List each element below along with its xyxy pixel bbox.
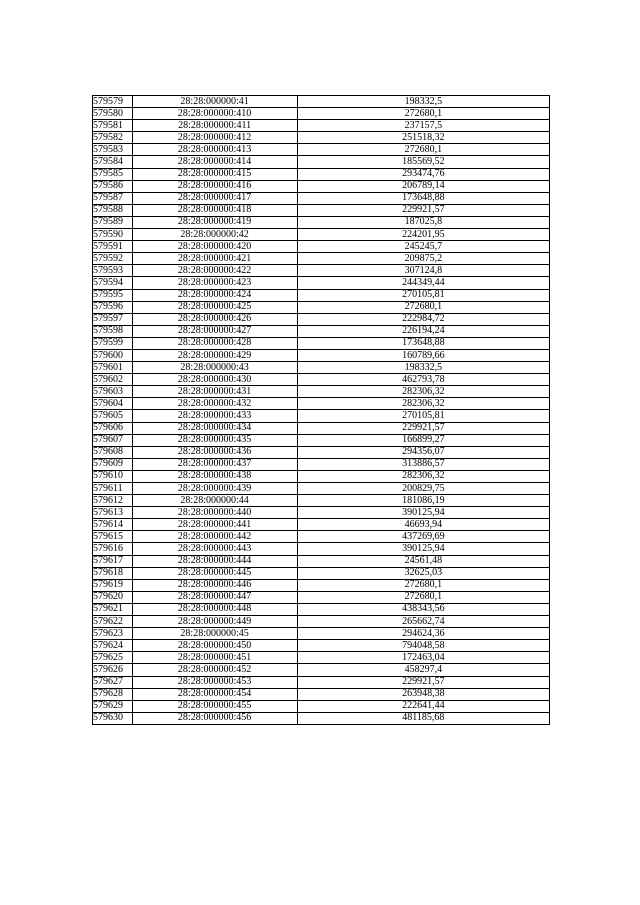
- table-row: [93, 640, 550, 652]
- table-row: [93, 579, 550, 591]
- cadastral-number-cell: 28:28:000000:43: [132, 362, 297, 374]
- table-row: [93, 446, 550, 458]
- value-cell: 294624,36: [297, 628, 549, 640]
- value-cell: 198332,5: [297, 96, 549, 108]
- value-cell: 222641,44: [297, 700, 549, 712]
- row-number-cell: 579592: [93, 253, 133, 265]
- value-cell: 24561,48: [297, 555, 549, 567]
- table-row: [93, 519, 550, 531]
- value-cell: 206789,14: [297, 180, 549, 192]
- table-row: [93, 180, 550, 192]
- cadastral-number-cell: 28:28:000000:44: [132, 495, 297, 507]
- value-cell: 272680,1: [297, 579, 549, 591]
- table-row: [93, 277, 550, 289]
- row-number-cell: 579628: [93, 688, 133, 700]
- table-row: [93, 132, 550, 144]
- row-number-cell: 579597: [93, 313, 133, 325]
- cadastral-number-cell: 28:28:000000:436: [132, 446, 297, 458]
- row-number-cell: 579627: [93, 676, 133, 688]
- value-cell: 282306,32: [297, 470, 549, 482]
- row-number-cell: 579596: [93, 301, 133, 313]
- cadastral-number-cell: 28:28:000000:445: [132, 567, 297, 579]
- cadastral-number-cell: 28:28:000000:451: [132, 652, 297, 664]
- cadastral-number-cell: 28:28:000000:414: [132, 156, 297, 168]
- value-cell: 229921,57: [297, 676, 549, 688]
- table-row: [93, 700, 550, 712]
- row-number-cell: 579623: [93, 628, 133, 640]
- row-number-cell: 579593: [93, 265, 133, 277]
- value-cell: 245245,7: [297, 241, 549, 253]
- cadastral-number-cell: 28:28:000000:430: [132, 374, 297, 386]
- table-row: [93, 374, 550, 386]
- cadastral-number-cell: 28:28:000000:452: [132, 664, 297, 676]
- row-number-cell: 579625: [93, 652, 133, 664]
- cadastral-number-cell: 28:28:000000:432: [132, 398, 297, 410]
- row-number-cell: 579599: [93, 337, 133, 349]
- cadastral-number-cell: 28:28:000000:418: [132, 204, 297, 216]
- table-row: [93, 495, 550, 507]
- row-number-cell: 579590: [93, 229, 133, 241]
- cadastral-number-cell: 28:28:000000:416: [132, 180, 297, 192]
- cadastral-number-cell: 28:28:000000:413: [132, 144, 297, 156]
- value-cell: 237157,5: [297, 120, 549, 132]
- row-number-cell: 579619: [93, 579, 133, 591]
- value-cell: 294356,07: [297, 446, 549, 458]
- table-row: [93, 628, 550, 640]
- row-number-cell: 579600: [93, 349, 133, 361]
- row-number-cell: 579610: [93, 470, 133, 482]
- row-number-cell: 579598: [93, 325, 133, 337]
- table-row: [93, 507, 550, 519]
- table-row: [93, 168, 550, 180]
- table-row: [93, 253, 550, 265]
- value-cell: 173648,88: [297, 192, 549, 204]
- row-number-cell: 579609: [93, 458, 133, 470]
- row-number-cell: 579585: [93, 168, 133, 180]
- table-row: [93, 216, 550, 228]
- row-number-cell: 579580: [93, 108, 133, 120]
- cadastral-value-table: [92, 95, 550, 725]
- cadastral-number-cell: 28:28:000000:412: [132, 132, 297, 144]
- row-number-cell: 579583: [93, 144, 133, 156]
- cadastral-number-cell: 28:28:000000:449: [132, 616, 297, 628]
- row-number-cell: 579587: [93, 192, 133, 204]
- value-cell: 251518,32: [297, 132, 549, 144]
- value-cell: 265662,74: [297, 616, 549, 628]
- cadastral-number-cell: 28:28:000000:444: [132, 555, 297, 567]
- row-number-cell: 579630: [93, 712, 133, 724]
- table-row: [93, 156, 550, 168]
- table-row: [93, 144, 550, 156]
- value-cell: 282306,32: [297, 398, 549, 410]
- cadastral-number-cell: 28:28:000000:435: [132, 434, 297, 446]
- table-row: [93, 325, 550, 337]
- cadastral-number-cell: 28:28:000000:454: [132, 688, 297, 700]
- cadastral-number-cell: 28:28:000000:456: [132, 712, 297, 724]
- row-number-cell: 579607: [93, 434, 133, 446]
- table-row: [93, 688, 550, 700]
- cadastral-number-cell: 28:28:000000:424: [132, 289, 297, 301]
- value-cell: 293474,76: [297, 168, 549, 180]
- value-cell: 187025,8: [297, 216, 549, 228]
- cadastral-number-cell: 28:28:000000:455: [132, 700, 297, 712]
- cadastral-number-cell: 28:28:000000:411: [132, 120, 297, 132]
- cadastral-number-cell: 28:28:000000:429: [132, 349, 297, 361]
- table-row: [93, 603, 550, 615]
- value-cell: 313886,57: [297, 458, 549, 470]
- table-row: [93, 483, 550, 495]
- value-cell: 198332,5: [297, 362, 549, 374]
- cadastral-number-cell: 28:28:000000:421: [132, 253, 297, 265]
- table-body: [93, 96, 550, 725]
- cadastral-number-cell: 28:28:000000:417: [132, 192, 297, 204]
- cadastral-number-cell: 28:28:000000:433: [132, 410, 297, 422]
- value-cell: 438343,56: [297, 603, 549, 615]
- table-row: [93, 543, 550, 555]
- table-row: [93, 458, 550, 470]
- table-row: [93, 96, 550, 108]
- value-cell: 185569,52: [297, 156, 549, 168]
- row-number-cell: 579602: [93, 374, 133, 386]
- row-number-cell: 579606: [93, 422, 133, 434]
- table-row: [93, 265, 550, 277]
- value-cell: 244349,44: [297, 277, 549, 289]
- table-row: [93, 204, 550, 216]
- cadastral-number-cell: 28:28:000000:448: [132, 603, 297, 615]
- row-number-cell: 579617: [93, 555, 133, 567]
- cadastral-number-cell: 28:28:000000:453: [132, 676, 297, 688]
- value-cell: 229921,57: [297, 422, 549, 434]
- value-cell: 200829,75: [297, 483, 549, 495]
- cadastral-number-cell: 28:28:000000:422: [132, 265, 297, 277]
- cadastral-number-cell: 28:28:000000:450: [132, 640, 297, 652]
- row-number-cell: 579611: [93, 483, 133, 495]
- value-cell: 160789,66: [297, 349, 549, 361]
- row-number-cell: 579595: [93, 289, 133, 301]
- value-cell: 222984,72: [297, 313, 549, 325]
- value-cell: 794048,58: [297, 640, 549, 652]
- row-number-cell: 579620: [93, 591, 133, 603]
- value-cell: 173648,88: [297, 337, 549, 349]
- value-cell: 172463,04: [297, 652, 549, 664]
- value-cell: 282306,32: [297, 386, 549, 398]
- table-row: [93, 422, 550, 434]
- table-row: [93, 289, 550, 301]
- value-cell: 226194,24: [297, 325, 549, 337]
- value-cell: 272680,1: [297, 108, 549, 120]
- value-cell: 390125,94: [297, 543, 549, 555]
- value-cell: 272680,1: [297, 144, 549, 156]
- row-number-cell: 579626: [93, 664, 133, 676]
- table-row: [93, 531, 550, 543]
- cadastral-number-cell: 28:28:000000:426: [132, 313, 297, 325]
- row-number-cell: 579586: [93, 180, 133, 192]
- cadastral-number-cell: 28:28:000000:442: [132, 531, 297, 543]
- row-number-cell: 579624: [93, 640, 133, 652]
- value-cell: 263948,38: [297, 688, 549, 700]
- value-cell: 270105,81: [297, 410, 549, 422]
- row-number-cell: 579604: [93, 398, 133, 410]
- cadastral-number-cell: 28:28:000000:427: [132, 325, 297, 337]
- row-number-cell: 579618: [93, 567, 133, 579]
- cadastral-number-cell: 28:28:000000:419: [132, 216, 297, 228]
- table-row: [93, 192, 550, 204]
- cadastral-number-cell: 28:28:000000:446: [132, 579, 297, 591]
- row-number-cell: 579605: [93, 410, 133, 422]
- table-row: [93, 241, 550, 253]
- cadastral-number-cell: 28:28:000000:41: [132, 96, 297, 108]
- table-row: [93, 676, 550, 688]
- row-number-cell: 579615: [93, 531, 133, 543]
- table-row: [93, 349, 550, 361]
- table-row: [93, 410, 550, 422]
- value-cell: 166899,27: [297, 434, 549, 446]
- row-number-cell: 579584: [93, 156, 133, 168]
- table-row: [93, 229, 550, 241]
- value-cell: 390125,94: [297, 507, 549, 519]
- row-number-cell: 579594: [93, 277, 133, 289]
- cadastral-number-cell: 28:28:000000:439: [132, 483, 297, 495]
- cadastral-number-cell: 28:28:000000:410: [132, 108, 297, 120]
- value-cell: 209875,2: [297, 253, 549, 265]
- table-row: [93, 616, 550, 628]
- row-number-cell: 579601: [93, 362, 133, 374]
- cadastral-number-cell: 28:28:000000:425: [132, 301, 297, 313]
- table-row: [93, 591, 550, 603]
- value-cell: 272680,1: [297, 591, 549, 603]
- row-number-cell: 579629: [93, 700, 133, 712]
- cadastral-number-cell: 28:28:000000:437: [132, 458, 297, 470]
- value-cell: 272680,1: [297, 301, 549, 313]
- table-row: [93, 567, 550, 579]
- cadastral-number-cell: 28:28:000000:443: [132, 543, 297, 555]
- row-number-cell: 579608: [93, 446, 133, 458]
- value-cell: 229921,57: [297, 204, 549, 216]
- cadastral-number-cell: 28:28:000000:431: [132, 386, 297, 398]
- value-cell: 181086,19: [297, 495, 549, 507]
- value-cell: 481185,68: [297, 712, 549, 724]
- cadastral-number-cell: 28:28:000000:428: [132, 337, 297, 349]
- row-number-cell: 579589: [93, 216, 133, 228]
- row-number-cell: 579616: [93, 543, 133, 555]
- table-row: [93, 664, 550, 676]
- table-row: [93, 470, 550, 482]
- value-cell: 307124,8: [297, 265, 549, 277]
- cadastral-number-cell: 28:28:000000:415: [132, 168, 297, 180]
- value-cell: 32625,03: [297, 567, 549, 579]
- row-number-cell: 579579: [93, 96, 133, 108]
- table-row: [93, 712, 550, 724]
- cadastral-number-cell: 28:28:000000:423: [132, 277, 297, 289]
- table-row: [93, 555, 550, 567]
- cadastral-number-cell: 28:28:000000:45: [132, 628, 297, 640]
- row-number-cell: 579591: [93, 241, 133, 253]
- table-row: [93, 120, 550, 132]
- cadastral-number-cell: 28:28:000000:420: [132, 241, 297, 253]
- table-row: [93, 313, 550, 325]
- row-number-cell: 579614: [93, 519, 133, 531]
- row-number-cell: 579621: [93, 603, 133, 615]
- row-number-cell: 579588: [93, 204, 133, 216]
- table-row: [93, 108, 550, 120]
- cadastral-number-cell: 28:28:000000:438: [132, 470, 297, 482]
- value-cell: 224201,95: [297, 229, 549, 241]
- row-number-cell: 579612: [93, 495, 133, 507]
- table-row: [93, 362, 550, 374]
- cadastral-number-cell: 28:28:000000:447: [132, 591, 297, 603]
- table-row: [93, 652, 550, 664]
- cadastral-number-cell: 28:28:000000:42: [132, 229, 297, 241]
- row-number-cell: 579622: [93, 616, 133, 628]
- value-cell: 270105,81: [297, 289, 549, 301]
- cadastral-number-cell: 28:28:000000:441: [132, 519, 297, 531]
- row-number-cell: 579613: [93, 507, 133, 519]
- table-row: [93, 398, 550, 410]
- table-row: [93, 434, 550, 446]
- row-number-cell: 579603: [93, 386, 133, 398]
- value-cell: 458297,4: [297, 664, 549, 676]
- table-row: [93, 337, 550, 349]
- row-number-cell: 579582: [93, 132, 133, 144]
- value-cell: 46693,94: [297, 519, 549, 531]
- value-cell: 462793,78: [297, 374, 549, 386]
- table-row: [93, 386, 550, 398]
- row-number-cell: 579581: [93, 120, 133, 132]
- table-row: [93, 301, 550, 313]
- value-cell: 437269,69: [297, 531, 549, 543]
- cadastral-number-cell: 28:28:000000:434: [132, 422, 297, 434]
- cadastral-number-cell: 28:28:000000:440: [132, 507, 297, 519]
